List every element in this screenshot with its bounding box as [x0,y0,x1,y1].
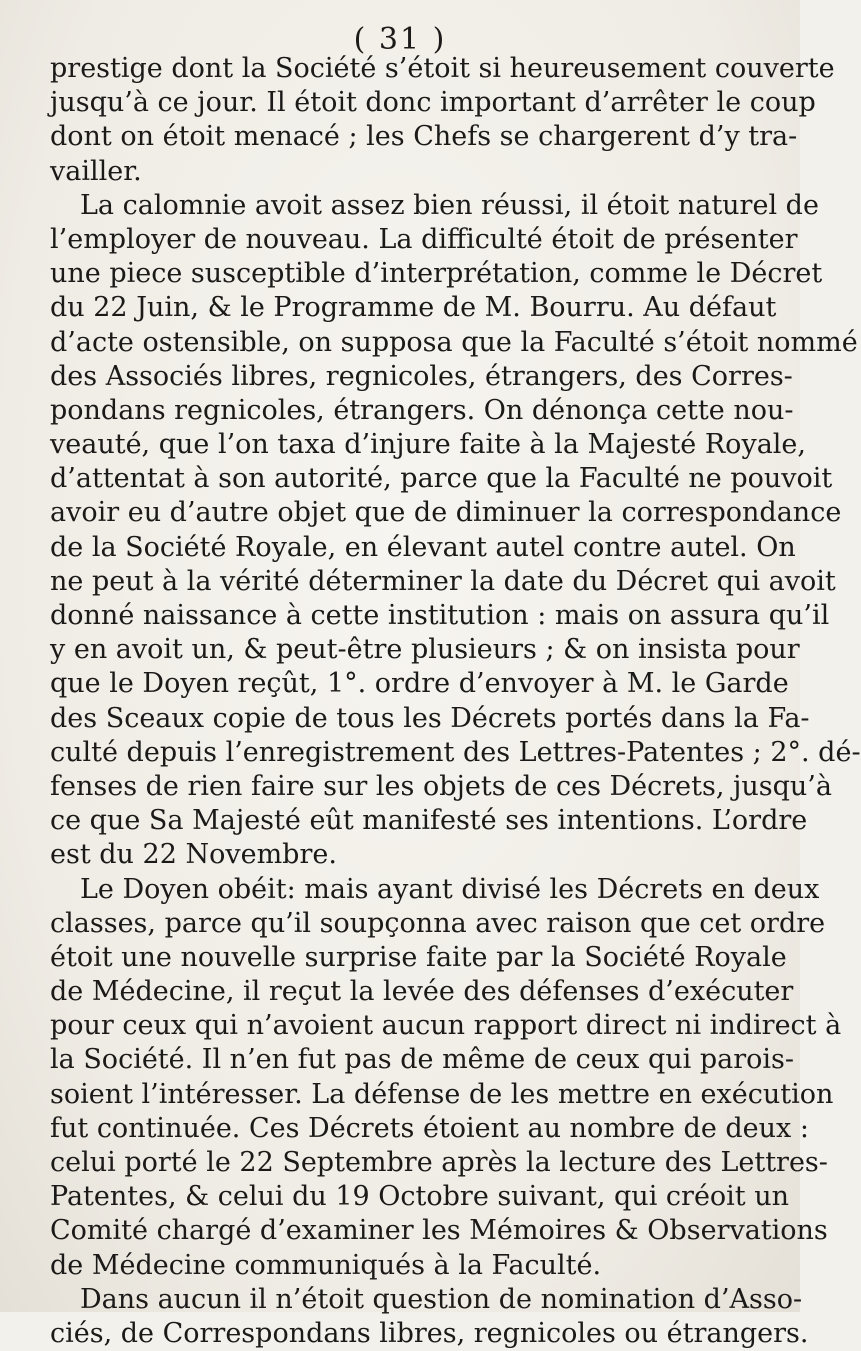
page-text [50,52,861,1351]
text-line: ciés, de Correspondans libres, regnicoles ou étrangers. [50,1317,809,1349]
text-line: La calomnie avoit assez bien réussi, il étoit naturel de [80,189,819,221]
text-line: Dans aucun il n’étoit question de nomination d’Asso- [80,1283,803,1315]
text-line: de Médecine communiqués à la Faculté. [50,1249,602,1281]
text-line: une piece susceptible d’interprétation, comme le Décret [50,258,823,290]
text-line: Patentes, & celui du 19 Octobre suivant, qui créoit un [50,1181,790,1213]
text-line: prestige dont la Société s’étoit si heureusement couverte [50,53,835,84]
text-line: d’acte ostensible, on supposa que la Faculté s’étoit nommé [50,326,858,358]
paragraph-4 [50,1283,809,1351]
text-line: est du 22 Novembre. [50,839,337,871]
text-line: d’attentat à son autorité, parce que la Faculté ne pouvoit [50,463,833,495]
text-line: étoit une nouvelle surprise faite par la Société Royale [50,941,787,973]
text-line: ce que Sa Majesté eût manifesté ses intentions. L’ordre [50,805,808,837]
text-line: culté depuis l’enregistrement des Lettres-Patentes ; 2°. dé- [50,736,861,768]
text-line: ne peut à la vérité déterminer la date du Décret qui avoit [50,565,836,597]
text-line: vailler. [50,155,142,187]
text-line: fenses de rien faire sur les objets de ces Décrets, jusqu’à [50,770,832,802]
text-line: fut continuée. Ces Décrets étoient au nombre de deux : [50,1112,809,1144]
page-number: ( 31 ) [353,22,447,57]
paragraph-2 [50,189,861,873]
text-line: du 22 Juin, & le Programme de M. Bourru. Au défaut [50,292,777,324]
text-line: que le Doyen reçût, 1°. ordre d’envoyer à M. le Garde [50,668,789,700]
text-line: pondans regnicoles, étrangers. On dénonça cette nou- [50,394,794,426]
text-line: de Médecine, il reçut la levée des défenses d’exécuter [50,976,794,1008]
text-line: y en avoit un, & peut-être plusieurs ; & on insista pour [50,634,800,666]
text-line: dont on étoit menacé ; les Chefs se chargerent d’y tra- [50,121,798,153]
text-line: pour ceux qui n’avoient aucun rapport direct ni indirect à [50,1010,842,1042]
text-line: de la Société Royale, en élevant autel contre autel. On [50,531,796,563]
text-line: avoir eu d’autre objet que de diminuer la correspondance [50,497,842,529]
text-line: l’employer de nouveau. La difficulté étoit de présenter [50,223,798,255]
text-line: Comité chargé d’examiner les Mémoires & Observations [50,1215,828,1247]
text-line: donné naissance à cette institution : mais on assura qu’il [50,600,830,631]
text-line: jusqu’à ce jour. Il étoit donc important d’arrêter le coup [50,87,816,119]
paragraph-3 [50,873,842,1283]
text-line: Le Doyen obéit: mais ayant divisé les Décrets en deux [80,873,820,905]
text-line: veauté, que l’on taxa d’injure faite à la Majesté Royale, [50,429,806,461]
text-line: des Sceaux copie de tous les Décrets portés dans la Fa- [50,702,810,734]
text-line: classes, parce qu’il soupçonna avec raison que cet ordre [50,907,826,939]
paragraph-1 [50,52,835,189]
text-line: soient l’intéresser. La défense de les mettre en exécution [50,1078,834,1110]
text-line: celui porté le 22 Septembre après la lecture des Lettres- [50,1147,828,1178]
text-line: la Société. Il n’en fut pas de même de ceux qui parois- [50,1044,795,1076]
text-line: des Associés libres, regnicoles, étrangers, des Corres- [50,360,793,392]
